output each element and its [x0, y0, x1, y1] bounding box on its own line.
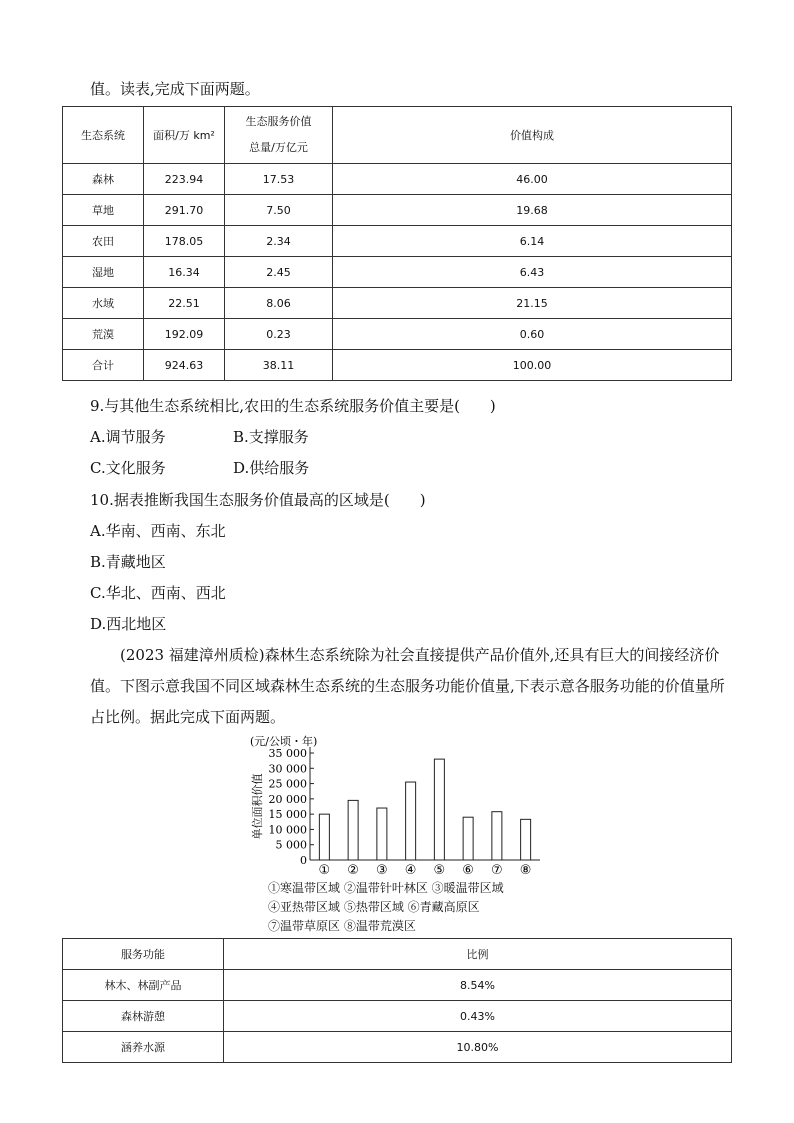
cell: 100.00 — [333, 350, 732, 381]
table-row — [63, 195, 732, 226]
question-9-option-c: C.文化服务 — [90, 459, 166, 477]
table-row — [63, 350, 732, 381]
chart-bar — [406, 782, 416, 860]
cell: 森林 — [63, 164, 144, 195]
cell: 6.14 — [333, 226, 732, 257]
chart-x-tick-label: ⑥ — [462, 863, 474, 878]
chart-x-tick-label: ① — [318, 863, 331, 878]
chart-bar — [434, 759, 444, 860]
header-value-total — [225, 107, 333, 164]
table-row — [63, 164, 732, 195]
cell: 924.63 — [144, 350, 225, 381]
question-10-stem: 10.据表推断我国生态服务价值最高的区域是( ) — [90, 491, 426, 509]
cell: 38.11 — [225, 350, 333, 381]
cell: 178.05 — [144, 226, 225, 257]
table-row — [63, 257, 732, 288]
chart-y-tick-label: 25 000 — [268, 777, 307, 791]
header-value-line1: 生态服务价值 — [245, 115, 312, 128]
table-row — [63, 288, 732, 319]
cell: 湿地 — [63, 257, 144, 288]
chart-y-tick-label: 30 000 — [268, 762, 307, 776]
chart-y-axis-label: 单位面积价值 — [251, 773, 264, 840]
cell: 19.68 — [333, 195, 732, 226]
question-9-stem: 9.与其他生态系统相比,农田的生态系统服务价值主要是( ) — [90, 397, 496, 415]
ecosystem-table — [62, 106, 732, 381]
header-value-line2: 总量/万亿元 — [249, 141, 308, 154]
chart-y-tick-label: 15 000 — [268, 808, 307, 822]
cell: 合计 — [63, 350, 144, 381]
chart-bar — [319, 814, 329, 860]
question-10-option-b: B.青藏地区 — [90, 553, 166, 571]
chart-x-tick-label: ③ — [376, 863, 388, 878]
passage-paragraph: (2023 福建漳州质检)森林生态系统除为社会直接提供产品价值外,还具有巨大的间接经济价值。下图示意我国不同区域森林生态系统的生态服务功能价值量,下表示意各服务功能的价值量所占比例。据此完成下面两题。 — [90, 646, 725, 726]
question-9-option-b: B.支撑服务 — [233, 428, 309, 446]
header-composition: 价值构成 — [333, 107, 732, 164]
chart-unit-label: (元/公顷・年) — [250, 735, 318, 748]
question-10-option-a: A.华南、西南、东北 — [90, 522, 226, 540]
cell: 22.51 — [144, 288, 225, 319]
cell: 2.34 — [225, 226, 333, 257]
bar-chart — [240, 732, 550, 880]
table-header-row — [63, 939, 732, 970]
chart-legend-line-2: ④亚热带区域 ⑤热带区域 ⑥青藏高原区 — [268, 900, 480, 914]
question-10-option-d: D.西北地区 — [90, 615, 167, 633]
question-10-option-c: C.华北、西南、西北 — [90, 584, 226, 602]
table-header-row — [63, 107, 732, 164]
cell: 林木、林副产品 — [63, 970, 224, 1001]
cell: 荒漠 — [63, 319, 144, 350]
service-function-table — [62, 938, 732, 1063]
cell: 农田 — [63, 226, 144, 257]
question-9-option-a: A.调节服务 — [90, 428, 166, 446]
header-ecosystem: 生态系统 — [63, 107, 144, 164]
header-ratio: 比例 — [224, 939, 732, 970]
cell: 8.06 — [225, 288, 333, 319]
chart-x-tick-label: ⑤ — [433, 863, 446, 878]
cell: 0.23 — [225, 319, 333, 350]
table-row — [63, 1032, 732, 1063]
chart-bar — [348, 800, 358, 860]
chart-bar — [463, 817, 473, 860]
chart-bar — [521, 819, 531, 860]
cell: 291.70 — [144, 195, 225, 226]
intro-text: 值。读表,完成下面两题。 — [90, 80, 260, 98]
chart-x-tick-label: ④ — [404, 863, 417, 878]
chart-y-tick-label: 35 000 — [268, 747, 307, 760]
cell: 7.50 — [225, 195, 333, 226]
cell: 192.09 — [144, 319, 225, 350]
cell: 0.43% — [224, 1001, 732, 1032]
cell: 2.45 — [225, 257, 333, 288]
chart-x-tick-label: ② — [347, 863, 359, 878]
chart-y-tick-label: 10 000 — [268, 823, 307, 837]
chart-y-tick-label: 20 000 — [268, 792, 307, 806]
header-service: 服务功能 — [63, 939, 224, 970]
chart-x-tick-label: ⑦ — [491, 863, 503, 878]
cell: 223.94 — [144, 164, 225, 195]
chart-y-tick-label: 5 000 — [275, 838, 307, 852]
cell: 水域 — [63, 288, 144, 319]
cell: 6.43 — [333, 257, 732, 288]
chart-legend-line-3: ⑦温带草原区 ⑧温带荒漠区 — [268, 919, 416, 933]
cell: 草地 — [63, 195, 144, 226]
table-row — [63, 226, 732, 257]
chart-bar — [492, 812, 502, 860]
cell: 10.80% — [224, 1032, 732, 1063]
chart-x-tick-label: ⑧ — [519, 863, 532, 878]
cell: 森林游憩 — [63, 1001, 224, 1032]
question-9-option-d: D.供给服务 — [233, 459, 310, 477]
cell: 涵养水源 — [63, 1032, 224, 1063]
table-row — [63, 319, 732, 350]
chart-legend-line-1: ①寒温带区域 ②温带针叶林区 ③暖温带区域 — [268, 881, 504, 895]
cell: 8.54% — [224, 970, 732, 1001]
header-area: 面积/万 km² — [144, 107, 225, 164]
cell: 21.15 — [333, 288, 732, 319]
table-row — [63, 1001, 732, 1032]
chart-y-tick-label: 0 — [300, 854, 307, 867]
cell: 46.00 — [333, 164, 732, 195]
table-row — [63, 970, 732, 1001]
cell: 0.60 — [333, 319, 732, 350]
cell: 16.34 — [144, 257, 225, 288]
cell: 17.53 — [225, 164, 333, 195]
chart-bar — [377, 808, 387, 860]
